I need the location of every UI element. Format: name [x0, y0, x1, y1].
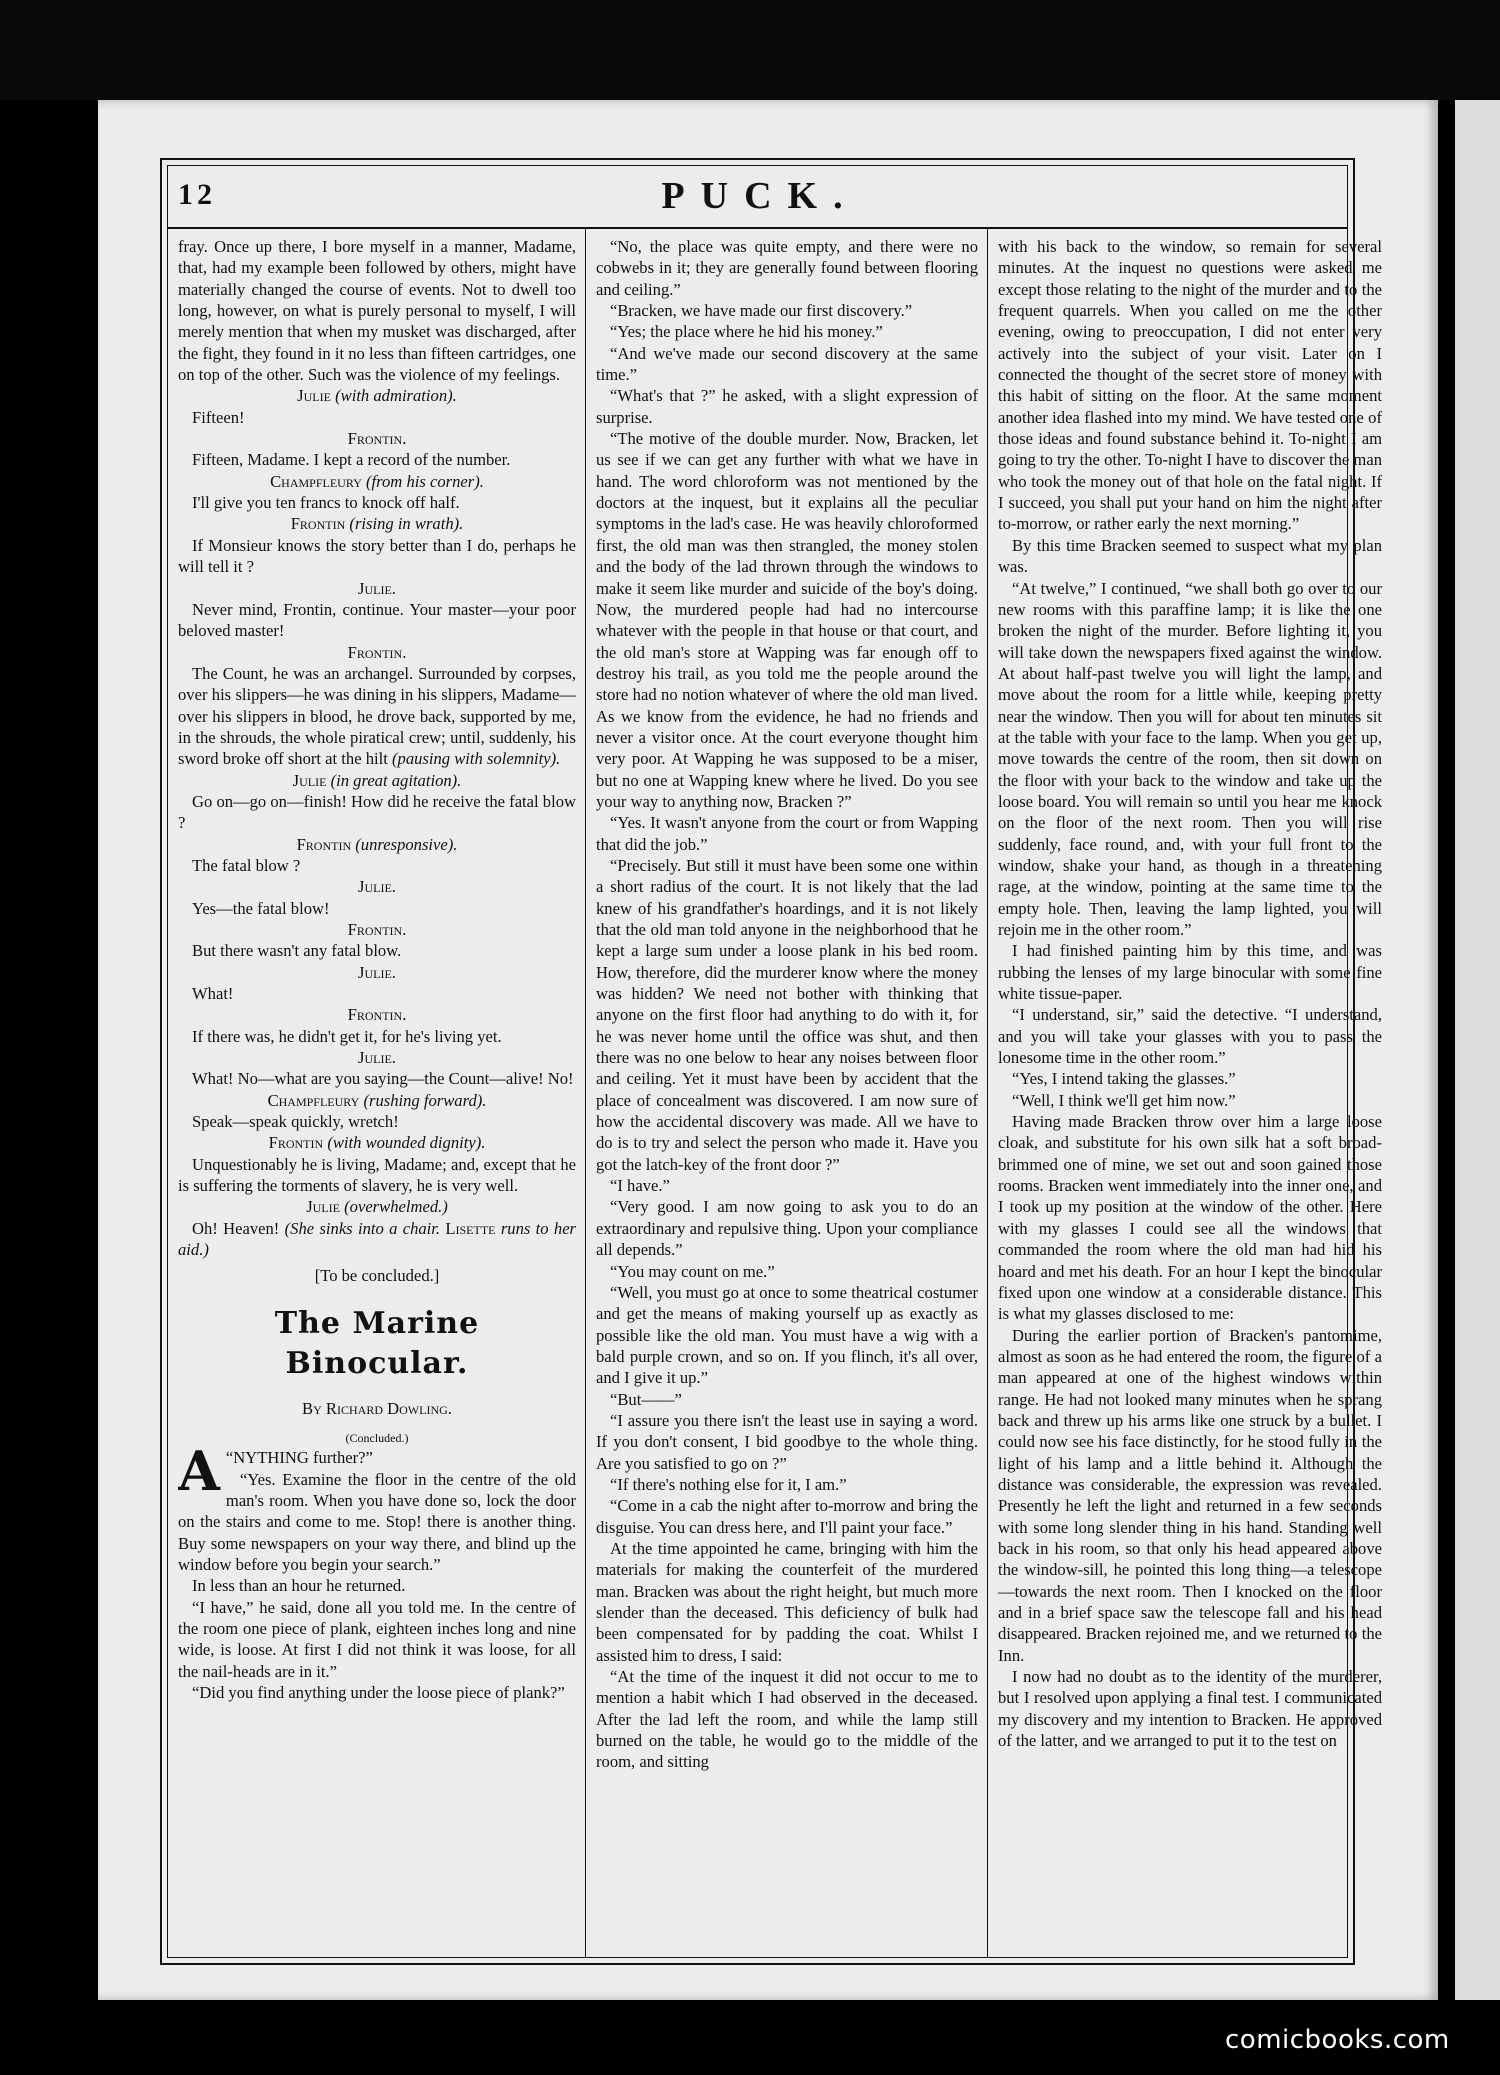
paragraph: I now had no doubt as to the identity of the murderer, but I resolved upon applying a final test. I communicated my discovery and my intention to Bracken. He approved of the latter, and we arranged to put it to the test on	[998, 1667, 1382, 1751]
paragraph: “I have.”	[610, 1176, 670, 1196]
story-title: The Marine Binocular.	[274, 1305, 480, 1381]
paragraph: “You may count on me.”	[610, 1261, 775, 1281]
speaker-name: Julie.	[358, 877, 396, 897]
dialogue-line: If Monsieur knows the story better than I do, perhaps he will tell it ?	[178, 535, 576, 577]
speaker-name: Frontin.	[347, 1005, 407, 1025]
paragraph: “Bracken, we have made our first discovery.”	[610, 301, 913, 321]
column-divider	[585, 228, 586, 1958]
paragraph: “Yes; the place where he hid his money.”	[610, 322, 883, 342]
paragraph: By this time Bracken seemed to suspect what my plan was.	[998, 535, 1382, 577]
speaker-name: Julie.	[358, 962, 396, 982]
paragraph: “I have,” he said, done all you told me. In the centre of the room one piece of plank, eighteen inches long and nine wide, is loose. At first I did not think it was loose, for all the nail-heads are in it.”	[178, 1597, 576, 1681]
story-opening: “ A NYTHING further?”	[178, 1439, 373, 1504]
paragraph: “Yes. It wasn't anyone from the court or from Wapping that did the job.”	[596, 813, 978, 854]
paragraph: “I assure you there isn't the least use in saying a word. If you don't consent, I bid goodbye to the whole thing. Are you satisfied to go on ?”	[596, 1410, 978, 1473]
paragraph: “Did you find anything under the loose piece of plank?”	[192, 1682, 565, 1702]
paragraph: During the earlier portion of Bracken's pantomime, almost as soon as he had entered the room, the figure of a man appeared at one of the highest windows within range. He had not looked many minutes when he sprang back and threw up his arms like one struck by a bullet. I could now see his face distinctly, for he stood fully in the light of his lamp and a little behind it. Although the distance was considerable, the expression was revealed. Presently he left the light and returned in a few seconds with some long slender thing in his hand. Standing well back in his room, so that only his head appeared above the window-sill, he pointed this long thing—a telescope—towards the next room. Then I knocked on the floor and in a brief space saw the telescope fall and his head disappeared. Bracken rejoined me, and we returned to the Inn.	[998, 1325, 1382, 1665]
paragraph: “No, the place was quite empty, and there were no cobwebs in it; they are generally found between flooring and ceiling.”	[596, 237, 978, 299]
dialogue-line: Oh! Heaven! (She sinks into a chair. Lisette runs to her aid.)	[178, 1218, 576, 1260]
paragraph: “Yes, I intend taking the glasses.”	[1012, 1069, 1236, 1089]
speaker-direction: Frontin (unresponsive).	[296, 834, 458, 854]
paragraph: “But——”	[610, 1389, 682, 1409]
adjacent-page-edge	[1455, 100, 1500, 2000]
paragraph: “The motive of the double murder. Now, Bracken, let us see if we can get any further with what we have in hand. The word chloroform was not mentioned by the doctors at the inquest, but it explains all the peculiar symptoms in the lad's case. He was heavily chloroformed first, the old man was then strangled, the money stolen and the body of the lad thrown through the windows to make it seem like murder and suicide of the boy's doing. Now, the murdered people had had no intercourse whatever with the people in that house or that court, and the old man's store at Wapping was far enough off to destroy his trail, as you told me the people around the store had no notion whatever of where the old man lived. As we know from the evidence, he had no friends and never a visitor once. At the court everyone thought him very poor. At Wapping he was supposed to be a miser, but no one at Wapping knew where he lived. Do you see your way to anything now, Bracken ?”	[596, 429, 978, 811]
speaker-direction: Frontin (rising in wrath).	[290, 514, 464, 534]
speaker-name: Frontin.	[347, 920, 407, 939]
dialogue-line: The fatal blow ?	[192, 855, 301, 875]
paragraph: “Very good. I am now going to ask you to do an extraordinary and repulsive thing. Upon your compliance all depends.”	[596, 1197, 978, 1260]
dialogue-line: Fifteen, Madame. I kept a record of the number.	[192, 450, 511, 470]
scan-background	[0, 0, 1500, 100]
dialogue-line: Speak—speak quickly, wretch!	[192, 1112, 399, 1132]
header-rule	[167, 227, 1348, 229]
column-3	[998, 236, 1382, 1926]
speaker-name: Julie.	[358, 578, 396, 598]
paragraph: “Precisely. But still it must have been some one within a short radius of the court. It is not likely that the lad knew of his grandfather's hoardings, and it is not likely that the old man told anyone in the neighborhood that he kept a large sum under a loose plank in his bed room. How, therefore, did the murderer know where the money was hidden? We need not bother with thinking that anyone on the first floor had anything to do with it, for he was never home until the office was shut, and then there was no one below to hear any noises between floor and ceiling. Yet it must have been by accident that the place of concealment was discovered. I am now sure of how the accidental discovery was made. All we have to do is to try and select the person who made it. Have you got the latch-key of the front door ?”	[596, 855, 978, 1174]
speaker-name: Frontin.	[347, 642, 407, 662]
dialogue-line: Go on—go on—finish! How did he receive the fatal blow ?	[178, 791, 576, 833]
paragraph: “Well, I think we'll get him now.”	[1012, 1090, 1236, 1110]
paragraph: Having made Bracken throw over him a large loose cloak, and substitute for his own silk hat a soft broad-brimmed one of mine, we set out and soon gained those rooms. Bracken went immediately into the inner one, and I took up my position at the window of the other. Here with my glasses I could see all the windows that commanded the room where the old man had hid his hoard and met his death. For an hour I kept the binocular fixed upon one window at a considerable distance. This is what my glasses disclosed to me:	[998, 1112, 1382, 1324]
column-2	[596, 236, 978, 1926]
paragraph: “Well, you must go at once to some theatrical costumer and get the means of making yourself up as exactly as possible like the old man. You must have a wig with a bald purple crown, and so on. If you flinch, it's all over, and I give it up.”	[596, 1282, 978, 1388]
watermark: comicbooks.com	[1225, 2025, 1450, 2055]
paragraph: I had finished painting him by this time, and was rubbing the lenses of my large binocular with some fine white tissue-paper.	[998, 941, 1382, 1004]
masthead-title: PUCK.	[661, 175, 859, 217]
speaker-direction: Champfleury (rushing forward).	[267, 1090, 487, 1110]
dialogue-line: Unquestionably he is living, Madame; and, except that he is suffering the torments of slavery, he is very well.	[178, 1154, 576, 1196]
speaker-direction: Julie (with admiration).	[297, 386, 457, 406]
column-divider	[987, 228, 988, 1958]
dialogue-line: But there wasn't any fatal blow.	[192, 941, 402, 961]
paragraph: “And we've made our second discovery at the same time.”	[596, 343, 978, 385]
paragraph: “I understand, sir,” said the detective. “I understand, and you will take your glasses with you to pass the lonesome time in the other room.”	[998, 1005, 1382, 1068]
column-1	[178, 236, 576, 1926]
to-be-concluded-note: [To be concluded.]	[314, 1265, 440, 1285]
speaker-direction: Julie (overwhelmed.)	[306, 1197, 448, 1217]
paragraph: “What's that ?” he asked, with a slight expression of surprise.	[596, 386, 978, 427]
speaker-name: Frontin.	[347, 429, 407, 449]
paragraph: “At twelve,” I continued, “we shall both go over to our new rooms with this paraffine lamp; it is like the one broken the night of the murder. Before lighting it, you will take down the newspapers fixed against the window. At about half-past twelve you will light the lamp, and move about the room for a little while, keeping pretty near the window. Then you will for about ten minutes sit at the table with your face to the lamp. When you get up, move towards the centre of the room, then sit down on the floor with your back to the window and take up the loose board. You will remain so until you hear me knock on the floor of the next room. Then you will rise suddenly, face round, and, with your full front to the window, shake your hand, as though in a threatening rage, at the window, pointing at the same time to the empty hole. Then, leaving the lamp lighted, you will rejoin me in the other room.”	[998, 578, 1382, 939]
dialogue-line: Fifteen!	[192, 407, 245, 427]
page-number: 12	[178, 178, 216, 211]
paragraph: fray. Once up there, I bore myself in a manner, Madame, that, had my example been followed by others, might have materially changed the course of events. Not to dwell too long, however, on what is purely personal to myself, I will merely mention that when my musket was discharged, after the fight, they found in it no less than fifteen cartridges, one on top of the other. Such was the violence of my feelings.	[178, 237, 576, 385]
paragraph: “Come in a cab the night after to-morrow and bring the disguise. You can dress here, and I'll paint your face.”	[596, 1496, 978, 1537]
paragraph: “If there's nothing else for it, I am.”	[610, 1474, 847, 1494]
speaker-direction: Champfleury (from his corner).	[270, 471, 484, 491]
paragraph: In less than an hour he returned.	[192, 1576, 406, 1596]
dialogue-line: Yes—the fatal blow!	[192, 898, 330, 918]
dialogue-line: What!	[192, 984, 234, 1004]
paragraph: with his back to the window, so remain for several minutes. At the inquest no questions were asked me except those relating to the night of the murder and to the frequent quarrels. When you called on me the other evening, owing to preoccupation, I did not enter very actively into the subject of your visit. Later on I connected the thought of the secret store of money with this habit of sitting on the floor. At the same moment another idea flashed into my mind. We have tested one of those ideas and found substance behind it. To-night I am going to try the other. To-night I have to discover the man who took the money out of that hole on the fatal night. If I succeed, you shall put your hand on him the night after to-morrow, or rather early the next morning.”	[998, 237, 1382, 534]
dialogue-line: Never mind, Frontin, continue. Your master—your poor beloved master!	[178, 599, 576, 641]
story-byline: By Richard Dowling.	[302, 1398, 452, 1418]
concluded-note: (Concluded.)	[345, 1431, 409, 1446]
speaker-name: Julie.	[358, 1048, 396, 1068]
paragraph: “Yes. Examine the floor in the centre of the old man's room. When you have done so, lock the door on the stairs and come to me. Stop! there is another thing. Buy some newspapers on your way there, and blind up the window before you begin your search.”	[178, 1469, 576, 1574]
dialogue-line: What! No—what are you saying—the Count—alive! No!	[192, 1069, 574, 1089]
dialogue-line: If there was, he didn't get it, for he's living yet.	[192, 1026, 502, 1046]
dialogue-line: The Count, he was an archangel. Surrounded by corpses, over his slippers—he was dining in his slippers, Madame—over his slippers in blood, he drove back, supported by me, in the shrouds, the whole piratical crew; until, suddenly, his sword broke off short at the hilt (pausing with solemnity).	[178, 663, 576, 769]
drop-cap: A	[178, 1439, 220, 1504]
dialogue-line: I'll give you ten francs to knock off half.	[192, 493, 460, 513]
speaker-direction: Frontin (with wounded dignity).	[268, 1133, 486, 1153]
paragraph: “At the time of the inquest it did not occur to me to mention a habit which I had observed in the deceased. After the lad left the room, and while the lamp still burned on the table, he would go to the middle of the room, and sitting	[596, 1667, 978, 1772]
paragraph: At the time appointed he came, bringing with him the materials for making the counterfeit of the murdered man. Bracken was about the right height, but much more slender than the deceased. This deficiency of bulk had been compensated for by padding the coat. Whilst I assisted him to dress, I said:	[596, 1538, 978, 1665]
speaker-direction: Julie (in great agitation).	[292, 770, 462, 790]
